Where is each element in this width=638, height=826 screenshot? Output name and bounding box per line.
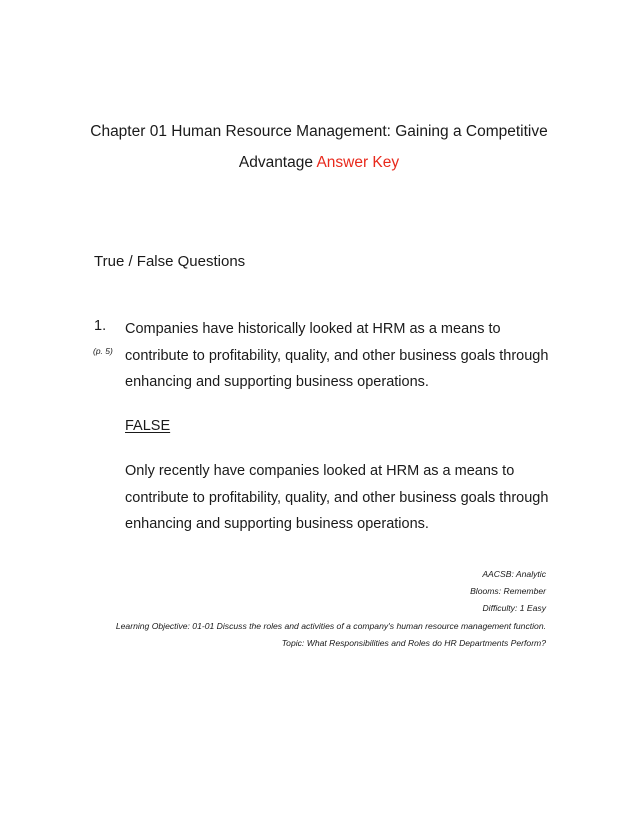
- meta-topic: Topic: What Responsibilities and Roles do HR Departments Perform?: [281, 637, 546, 648]
- question-number: 1.: [94, 318, 107, 334]
- meta-blooms: Blooms: Remember: [470, 586, 546, 597]
- section-heading: True / False Questions: [94, 253, 246, 270]
- title-line-2: [60, 147, 578, 178]
- title-line-2-main: Advantage: [238, 154, 313, 171]
- meta-aacsb: AACSB: Analytic: [482, 569, 546, 579]
- document-title: [60, 116, 578, 178]
- answer-key-label: Answer Key: [316, 154, 400, 171]
- question-text: Companies have historically looked at HRM as a means to contribute to profitability, quality, and other business goals through enhancing and supporting business operations.: [125, 321, 549, 390]
- meta-learning-objective: Learning Objective: 01-01 Discuss the roles and activities of a company's human resource management function.: [115, 620, 546, 631]
- question-page-ref: (p. 5): [93, 346, 113, 356]
- title-line-1: Chapter 01 Human Resource Management: Gaining a Competitive: [90, 123, 548, 140]
- question-answer: FALSE: [125, 418, 171, 434]
- question-metadata: [76, 566, 546, 652]
- answer-explanation: Only recently have companies looked at HRM as a means to contribute to profitability, quality, and other business goals through enhancing and supporting business operations.: [125, 463, 549, 532]
- meta-difficulty: Difficulty: 1 Easy: [482, 603, 546, 614]
